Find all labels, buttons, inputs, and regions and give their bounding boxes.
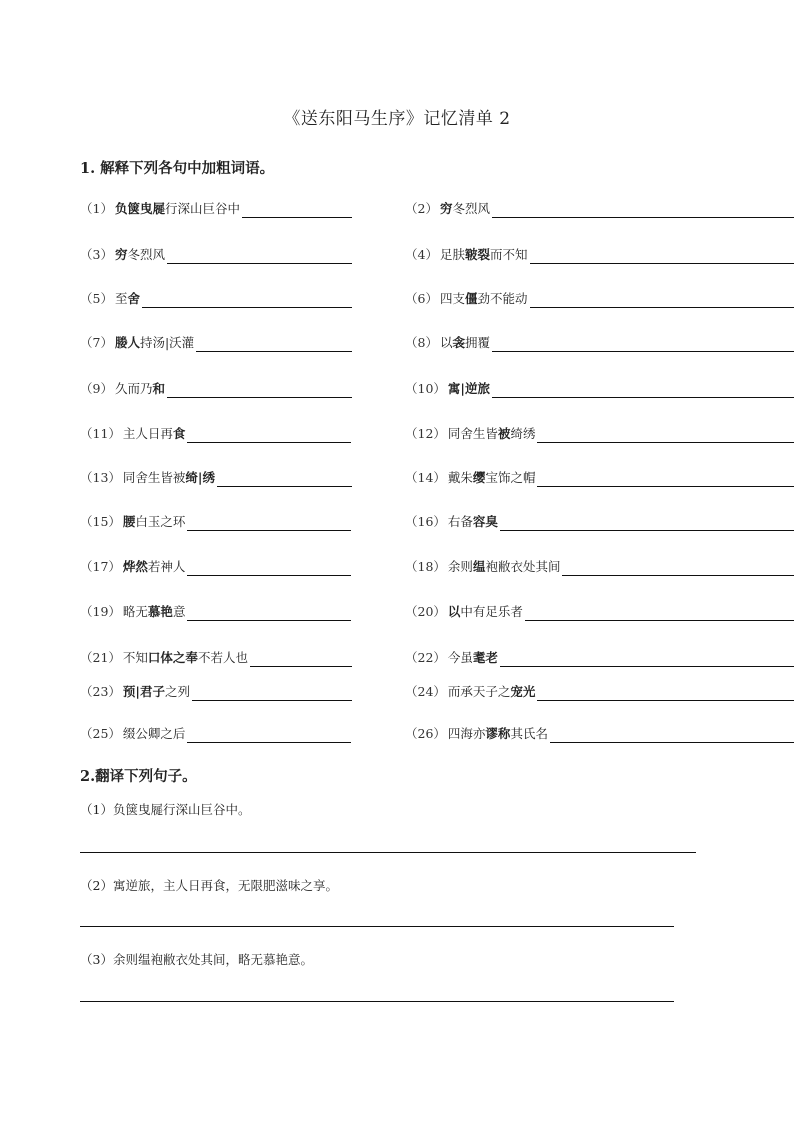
section-2-heading: 2.翻译下列句子。 [80, 768, 197, 785]
text-post: 而不知 [489, 247, 528, 262]
vocab-item [80, 290, 352, 308]
bold-word: 皲裂 [464, 247, 490, 262]
bold-word: 僵 [464, 291, 478, 306]
text-post: 劲不能动 [477, 291, 528, 306]
bold-word: 容臭 [472, 514, 498, 529]
text-post: 不若人也 [197, 650, 248, 665]
item-text [115, 334, 194, 352]
translation-question [80, 876, 338, 894]
vocab-item [405, 290, 794, 308]
item-text [123, 513, 186, 531]
bold-word: 舍 [127, 291, 140, 306]
vocab-item [80, 246, 352, 264]
bold-word: 口体之奉 [147, 650, 198, 665]
vocab-item [405, 425, 794, 443]
bold-word: 腰 [122, 514, 136, 529]
answer-blank[interactable] [492, 383, 794, 398]
answer-line[interactable] [80, 852, 696, 853]
text-pre: 余则 [447, 559, 473, 574]
item-text [448, 649, 498, 667]
bold-word: 以 [447, 604, 461, 619]
item-number: （23） [80, 684, 121, 699]
item-text [448, 683, 536, 701]
text-pre: 而承天子之 [447, 684, 511, 699]
vocab-item [80, 334, 352, 352]
item-text [448, 469, 536, 487]
vocab-item [405, 469, 794, 487]
vocab-item [405, 200, 794, 218]
answer-blank[interactable] [500, 516, 794, 531]
question-text: 寓逆旅，主人日再食，无限肥滋味之享。 [112, 878, 338, 893]
text-post: 绮绣 [510, 426, 536, 441]
item-text [448, 725, 548, 743]
text-pre: 足肤 [439, 247, 465, 262]
text-post: 之列 [164, 684, 190, 699]
answer-blank[interactable] [492, 337, 794, 352]
text-pre: 不知 [122, 650, 148, 665]
text-pre: 四海亦 [447, 726, 486, 741]
bold-word: 预|君子 [122, 684, 165, 699]
page-title: 《送东阳马生序》记忆清单 2 [283, 109, 511, 129]
item-number: （10） [405, 381, 446, 396]
vocab-item [80, 725, 351, 743]
item-number: （12） [405, 426, 446, 441]
vocab-item [405, 334, 794, 352]
text-post: 白玉之环 [135, 514, 186, 529]
item-text [115, 290, 140, 308]
bold-word: 耄老 [472, 650, 498, 665]
bold-word: 和 [152, 381, 165, 396]
vocab-item [80, 513, 351, 531]
item-text [448, 513, 498, 531]
item-text [123, 725, 186, 743]
text-pre: 戴朱 [447, 470, 473, 485]
item-number: （21） [80, 650, 121, 665]
item-number: （3） [80, 247, 113, 262]
item-number: （16） [405, 514, 446, 529]
bold-word: 寓|逆旅 [447, 381, 490, 396]
vocab-item [80, 683, 352, 701]
bold-word: 绮|绣 [185, 470, 215, 485]
item-text [440, 246, 528, 264]
text-post: 意 [172, 604, 186, 619]
bold-word: 谬称 [485, 726, 511, 741]
answer-blank[interactable] [187, 428, 351, 443]
text-post: 其氏名 [510, 726, 548, 741]
vocab-item [405, 380, 794, 398]
bold-word: 食 [172, 426, 186, 441]
item-number: （1） [80, 802, 113, 817]
bold-word: 宠光 [510, 684, 536, 699]
text-post: 中有足乐者 [460, 604, 523, 619]
answer-line[interactable] [80, 926, 674, 927]
item-number: （18） [405, 559, 446, 574]
answer-blank[interactable] [500, 652, 794, 667]
item-number: （5） [80, 291, 113, 306]
answer-blank[interactable] [537, 686, 794, 701]
answer-line[interactable] [80, 1001, 674, 1002]
item-number: （3） [80, 952, 113, 967]
item-number: （26） [405, 726, 446, 741]
text-pre: 主人日再 [122, 426, 173, 441]
answer-blank[interactable] [550, 728, 794, 743]
answer-blank[interactable] [530, 249, 794, 264]
item-text [123, 603, 186, 621]
item-text [123, 649, 248, 667]
item-text [440, 200, 490, 218]
vocab-item [80, 649, 352, 667]
answer-blank[interactable] [187, 606, 351, 621]
item-text [115, 200, 240, 218]
question-text: 负箧曳屣行深山巨谷中。 [112, 802, 251, 817]
text-post: 冬烈风 [127, 247, 165, 262]
item-number: （2） [405, 201, 438, 216]
answer-blank[interactable] [187, 561, 351, 576]
item-number: （17） [80, 559, 121, 574]
text-post: 若神人 [147, 559, 186, 574]
bold-word: 缊 [472, 559, 486, 574]
answer-blank[interactable] [525, 606, 794, 621]
text-post: 袍敝衣处其间 [485, 559, 561, 574]
text-pre: 同舍生皆 [447, 426, 498, 441]
vocab-item [80, 558, 351, 576]
item-number: （22） [405, 650, 446, 665]
bold-word: 缨 [472, 470, 486, 485]
item-number: （8） [405, 335, 438, 350]
vocab-item [405, 725, 794, 743]
section-1-heading: 1. 解释下列各句中加粗词语。 [80, 160, 275, 177]
answer-blank[interactable] [217, 472, 352, 487]
item-text [115, 380, 165, 398]
bold-word: 穷 [114, 247, 128, 262]
item-text [448, 603, 523, 621]
item-number: （20） [405, 604, 446, 619]
text-post: 宝饰之帽 [485, 470, 536, 485]
item-text [448, 425, 536, 443]
answer-blank[interactable] [167, 383, 352, 398]
item-number: （7） [80, 335, 113, 350]
text-pre: 以 [439, 335, 453, 350]
bold-word: 烨然 [122, 559, 148, 574]
bold-word: 负箧曳屣 [114, 201, 165, 216]
answer-blank[interactable] [196, 337, 352, 352]
item-number: （25） [80, 726, 121, 741]
answer-blank[interactable] [187, 728, 351, 743]
text-pre: 右备 [447, 514, 473, 529]
bold-word: 衾 [452, 335, 465, 350]
vocab-item [80, 200, 352, 218]
item-number: （6） [405, 291, 438, 306]
item-number: （24） [405, 684, 446, 699]
vocab-item [405, 513, 794, 531]
answer-blank[interactable] [250, 652, 352, 667]
answer-blank[interactable] [192, 686, 352, 701]
bold-word: 被 [497, 426, 511, 441]
item-number: （9） [80, 381, 113, 396]
item-number: （4） [405, 247, 438, 262]
vocab-item [405, 558, 794, 576]
answer-blank[interactable] [142, 293, 352, 308]
item-text [440, 290, 528, 308]
item-number: （13） [80, 470, 121, 485]
vocab-item [80, 469, 352, 487]
item-number: （11） [80, 426, 121, 441]
item-text [123, 558, 186, 576]
text-post: 拥覆 [464, 335, 490, 350]
item-number: （2） [80, 878, 113, 893]
text-pre: 久而乃 [114, 381, 153, 396]
answer-blank[interactable] [492, 203, 794, 218]
translation-question [80, 950, 313, 968]
answer-blank[interactable] [537, 472, 794, 487]
item-text [440, 334, 490, 352]
vocab-item [405, 683, 794, 701]
text-pre: 至 [114, 291, 128, 306]
text-post: 行深山巨谷中 [164, 201, 240, 216]
vocab-item [405, 246, 794, 264]
text-pre: 今虽 [447, 650, 473, 665]
answer-blank[interactable] [242, 203, 352, 218]
answer-blank[interactable] [530, 293, 794, 308]
vocab-item [405, 649, 794, 667]
question-text: 余则缊袍敝衣处其间，略无慕艳意。 [112, 952, 313, 967]
text-pre: 略无 [122, 604, 148, 619]
vocab-item [405, 603, 794, 621]
text-post: 冬烈风 [452, 201, 490, 216]
item-number: （14） [405, 470, 446, 485]
bold-word: 穷 [439, 201, 453, 216]
item-text [448, 380, 490, 398]
vocab-item [80, 425, 351, 443]
item-text [123, 683, 190, 701]
text-post: 持汤|沃灌 [139, 335, 195, 350]
item-number: （1） [80, 201, 113, 216]
answer-blank[interactable] [537, 428, 794, 443]
text-pre: 四支 [439, 291, 465, 306]
text-pre: 缀公卿之后 [122, 726, 186, 741]
vocab-item [80, 603, 351, 621]
item-number: （19） [80, 604, 121, 619]
item-text [448, 558, 561, 576]
item-text [123, 425, 186, 443]
bold-word: 慕艳 [147, 604, 173, 619]
bold-word: 媵人 [114, 335, 140, 350]
vocab-item [80, 380, 352, 398]
item-text [115, 246, 165, 264]
answer-blank[interactable] [187, 516, 351, 531]
text-pre: 同舍生皆被 [122, 470, 186, 485]
answer-blank[interactable] [562, 561, 794, 576]
answer-blank[interactable] [167, 249, 352, 264]
item-number: （15） [80, 514, 121, 529]
item-text [123, 469, 215, 487]
translation-question [80, 800, 250, 818]
